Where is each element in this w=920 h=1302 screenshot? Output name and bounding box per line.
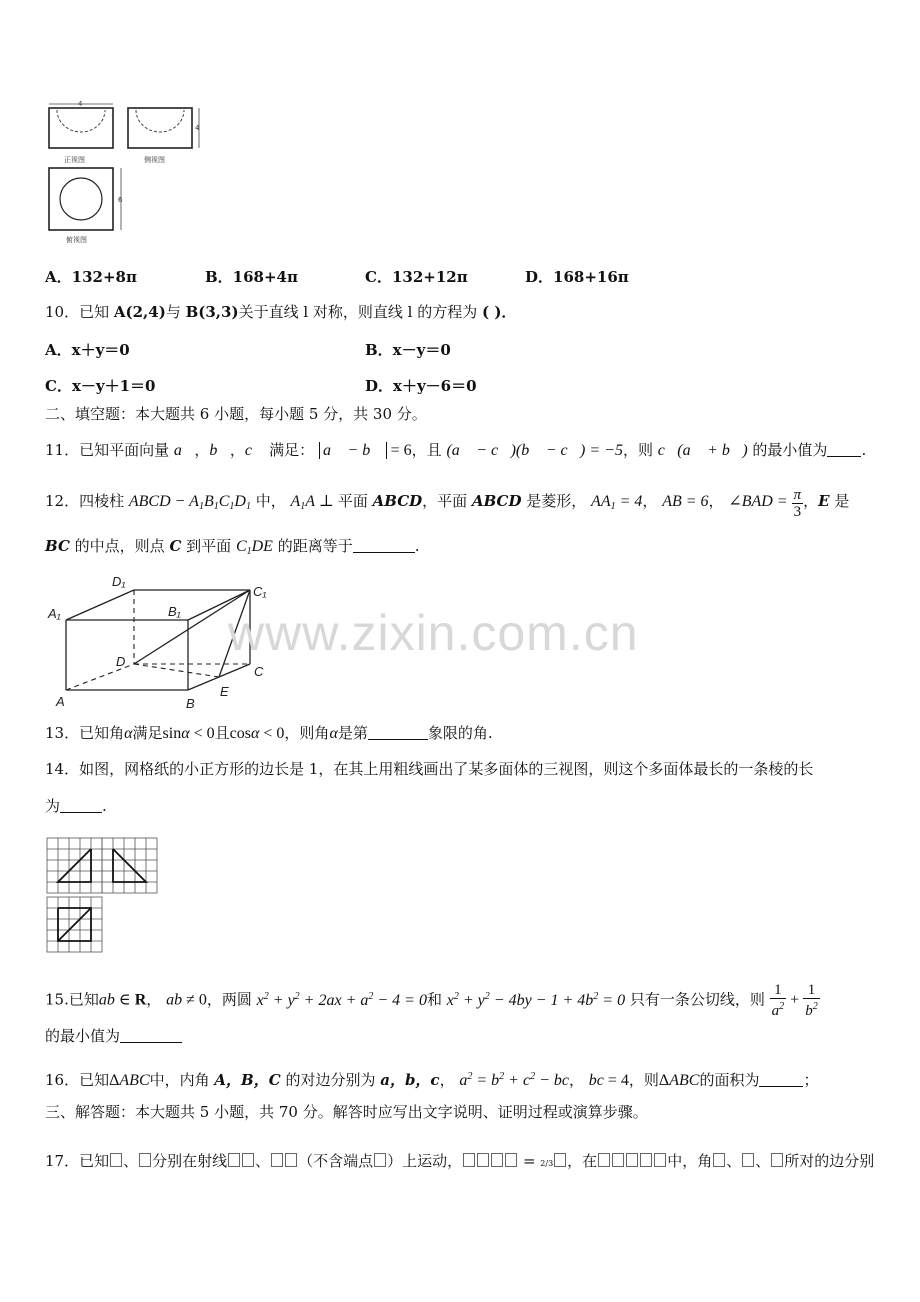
question-11: 11．已知平面向量 a⃗，b⃗，c⃗ 满足： a⃗ − b⃗ = 6，且 (a⃗ − c⃗)(b⃗ − c⃗) = −5，则 c⃗(a⃗ + b⃗) 的最小值为 . <box>45 441 867 459</box>
side-view-rect <box>128 108 192 148</box>
question-12-line-2: BC 的中点，则点 C 到平面 $C_1DE$ 的距离等于 . <box>45 537 420 557</box>
question-14-line-1: 14．如图，网格纸的小正方形的边长是 1，在其上用粗线画出了某多面体的三视图，则这个多面体最长的一条棱的长 <box>45 760 814 778</box>
front-view-label: 正视图 <box>64 156 85 164</box>
dim-height: 4 <box>195 124 200 132</box>
section-3-heading: 三、解答题：本大题共 5 小题，共 70 分。解答时应写出文字说明、证明过程或演算步骤。 <box>45 1103 648 1121</box>
section-2-heading: 二、填空题：本大题共 6 小题，每小题 5 分，共 30 分。 <box>45 405 427 423</box>
q10-option-c[interactable]: C．x－y＋1＝0 <box>45 377 156 395</box>
label-a: A <box>56 694 65 709</box>
top-view-rect <box>49 168 113 230</box>
q10-option-d[interactable]: D．x＋y－6＝0 <box>365 377 477 395</box>
label-d: D <box>116 654 126 669</box>
side-view-arc <box>136 110 184 132</box>
top-view-label: 俯视图 <box>66 236 87 244</box>
question-15-line-1: 15.已知ab ∈ R， ab ≠ 0，两圆 $x^2 + y^2 + 2ax + a^2 - 4 = 0$和 $x^2 + y^2 - 4by - 1 + 4b^2 = 0$ 只有一条公切线，则 $\frac{1}{a^2}$ + $\frac{1}{b^2}$ <box>45 982 818 1019</box>
label-c1: C₁ <box>253 584 267 599</box>
question-12-line-1: 12．四棱柱 ABCD − $A_1B_1C_1D_1$ 中， $A_1A$ ⊥ 平面 ABCD，平面 ABCD 是菱形， $AA_1 = 4$， AB = 6， ∠BAD = $\frac{\pi}{3}$ ，E 是 <box>45 487 850 520</box>
question-15-line-2: 的最小值为 <box>45 1026 182 1046</box>
label-b: B <box>186 696 195 711</box>
q9-option-d[interactable]: D．168+16π <box>525 268 629 286</box>
grid-three-views-figure <box>46 837 166 955</box>
label-c: C <box>254 664 264 679</box>
three-views-figure <box>44 100 214 246</box>
top-view-circle <box>60 178 102 220</box>
label-e: E <box>220 684 229 699</box>
question-17: 17．已知 、 分别在射线 、 （不含端点 ）上运动， = 2/3 ，在 中，角 、 、 所对的边分别 <box>45 1152 875 1170</box>
front-view-rect <box>49 108 113 148</box>
dim-depth: 6 <box>118 196 123 204</box>
q10-option-a[interactable]: A．x＋y＝0 <box>45 341 130 359</box>
q9-option-a[interactable]: A．132+8π <box>45 268 137 286</box>
label-a1: A₁ <box>48 606 61 621</box>
front-view-arc <box>57 110 105 132</box>
side-view-label: 侧视图 <box>144 156 165 164</box>
question-16: 16．已知ΔABC中，内角 A，B，C 的对边分别为 a，b，c， $a^2 = b^2 + c^2$ − bc， bc = 4，则ΔABC的面积为 ； <box>45 1071 819 1089</box>
label-d1: D₁ <box>112 574 126 589</box>
q9-option-b[interactable]: B．168+4π <box>205 268 298 286</box>
q9-option-c[interactable]: C．132+12π <box>365 268 468 286</box>
question-14-line-2: 为 . <box>45 797 107 815</box>
question-10: 10．已知 A(2,4)与 B(3,3)关于直线 l 对称，则直线 l 的方程为 ( )． <box>45 303 517 321</box>
q10-option-b[interactable]: B．x－y＝0 <box>365 341 451 359</box>
dim-width: 4 <box>78 100 83 108</box>
question-13: 13．已知角α满足sinα < 0且cosα < 0，则角α是第 象限的角. <box>45 724 493 742</box>
watermark: www.zixin.com.cn <box>228 605 639 661</box>
label-b1: B₁ <box>168 604 181 619</box>
